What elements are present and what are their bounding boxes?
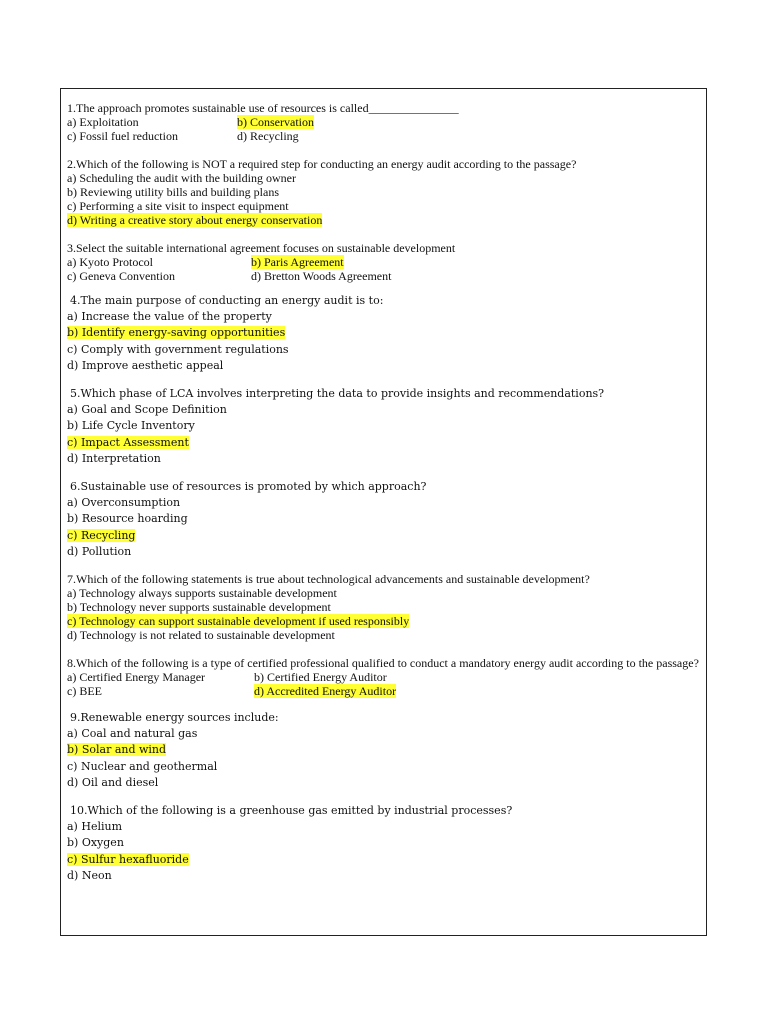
option-b: b) Technology never supports sustainable development bbox=[67, 600, 331, 615]
option-c: c) BEE bbox=[67, 684, 102, 699]
option-c-highlighted: c) Sulfur hexafluoride bbox=[67, 852, 189, 866]
question-9 bbox=[67, 710, 700, 791]
question-6 bbox=[67, 479, 700, 560]
option-a: a) Certified Energy Manager bbox=[67, 670, 206, 685]
option-a: a) Technology always supports sustainable development bbox=[67, 586, 337, 601]
option-c-highlighted: c) Recycling bbox=[67, 528, 136, 542]
option-b: b) Resource hoarding bbox=[67, 512, 188, 526]
option-a: a) Helium bbox=[67, 820, 122, 834]
question-3 bbox=[67, 241, 700, 283]
option-b-highlighted: b) Identify energy-saving opportunities bbox=[67, 326, 286, 340]
option-c-highlighted: c) Technology can support sustainable development if used responsibly bbox=[67, 614, 410, 629]
question-5 bbox=[67, 386, 700, 467]
question-stem: 9.Renewable energy sources include: bbox=[70, 711, 279, 725]
option-a: a) Kyoto Protocol bbox=[67, 255, 153, 269]
option-a: a) Exploitation bbox=[67, 115, 139, 129]
option-a: a) Increase the value of the property bbox=[67, 310, 272, 324]
question-stem: 5.Which phase of LCA involves interpreting the data to provide insights and recommendations? bbox=[70, 387, 605, 401]
question-7 bbox=[67, 572, 700, 642]
question-list bbox=[67, 101, 700, 884]
option-c: c) Comply with government regulations bbox=[67, 342, 289, 356]
question-4 bbox=[67, 293, 700, 374]
option-d: d) Recycling bbox=[237, 129, 299, 143]
question-10 bbox=[67, 803, 700, 884]
option-b-highlighted: b) Solar and wind bbox=[67, 743, 167, 757]
question-stem: 1.The approach promotes sustainable use of resources is called_______________ bbox=[67, 101, 459, 115]
option-a: a) Goal and Scope Definition bbox=[67, 403, 227, 417]
option-d: d) Technology is not related to sustainable development bbox=[67, 628, 335, 643]
question-stem: 6.Sustainable use of resources is promoted by which approach? bbox=[70, 480, 427, 494]
question-stem: 10.Which of the following is a greenhouse gas emitted by industrial processes? bbox=[70, 804, 513, 818]
option-b-highlighted: b) Paris Agreement bbox=[251, 255, 344, 269]
option-b-highlighted: b) Conservation bbox=[237, 115, 314, 129]
option-d: d) Oil and diesel bbox=[67, 775, 159, 789]
option-a: a) Coal and natural gas bbox=[67, 727, 198, 741]
option-b: b) Reviewing utility bills and building plans bbox=[67, 185, 279, 199]
option-a: a) Scheduling the audit with the building owner bbox=[67, 171, 296, 185]
option-d-highlighted: d) Writing a creative story about energy conservation bbox=[67, 213, 323, 227]
option-b: b) Oxygen bbox=[67, 836, 124, 850]
option-d: d) Bretton Woods Agreement bbox=[251, 269, 392, 283]
question-sheet-frame bbox=[60, 88, 707, 936]
option-d: d) Interpretation bbox=[67, 451, 161, 465]
question-stem: 3.Select the suitable international agreement focuses on sustainable development bbox=[67, 241, 456, 255]
option-c: c) Geneva Convention bbox=[67, 269, 175, 283]
option-d: d) Neon bbox=[67, 868, 112, 882]
option-d: d) Pollution bbox=[67, 544, 132, 558]
question-stem: 2.Which of the following is NOT a required step for conducting an energy audit according to the passage? bbox=[67, 157, 577, 171]
question-stem: 4.The main purpose of conducting an energy audit is to: bbox=[70, 294, 384, 307]
question-stem: 8.Which of the following is a type of certified professional qualified to conduct a mandatory energy audit according to the passage? bbox=[67, 656, 699, 671]
option-b: b) Life Cycle Inventory bbox=[67, 419, 195, 433]
option-c: c) Nuclear and geothermal bbox=[67, 759, 218, 773]
option-c: c) Fossil fuel reduction bbox=[67, 129, 178, 143]
question-stem: 7.Which of the following statements is true about technological advancements and sustainable development? bbox=[67, 572, 590, 587]
option-c-highlighted: c) Impact Assessment bbox=[67, 435, 189, 449]
option-a: a) Overconsumption bbox=[67, 496, 181, 510]
option-c: c) Performing a site visit to inspect equipment bbox=[67, 199, 289, 213]
option-d: d) Improve aesthetic appeal bbox=[67, 358, 224, 372]
question-2 bbox=[67, 157, 700, 227]
option-b: b) Certified Energy Auditor bbox=[254, 670, 387, 685]
option-d-highlighted: d) Accredited Energy Auditor bbox=[254, 684, 397, 699]
question-1 bbox=[67, 101, 700, 143]
question-8 bbox=[67, 656, 700, 698]
